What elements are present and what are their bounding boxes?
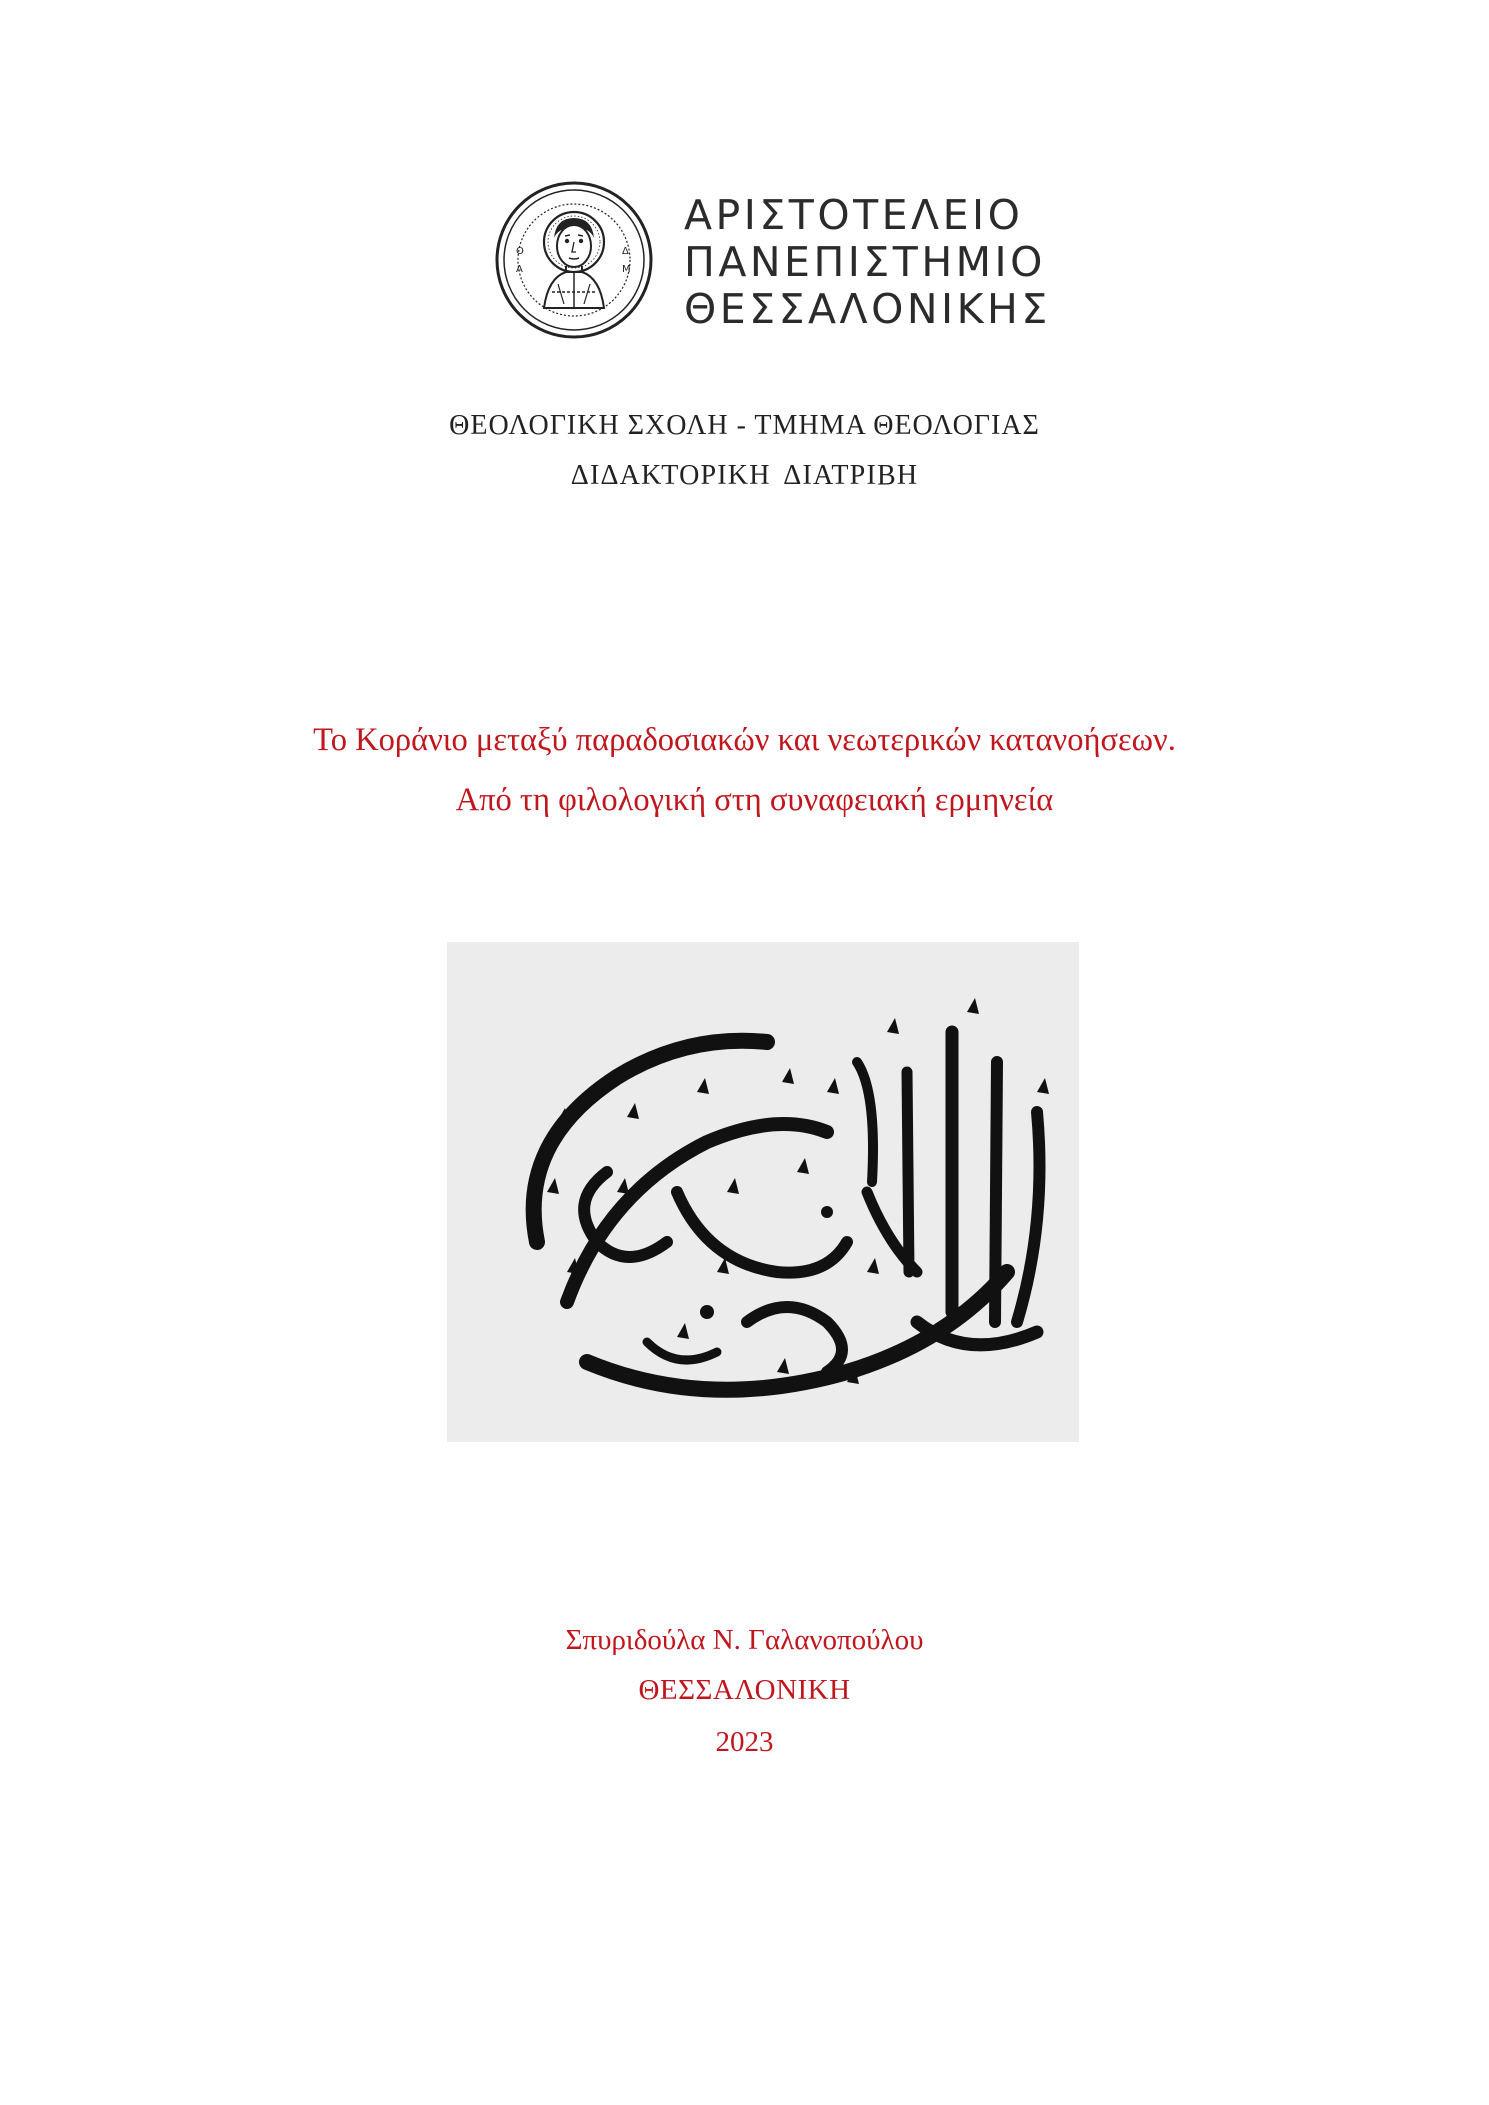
document-type: ΔΙΔΑΚΤΟΡΙΚΗ ΔΙΑΤΡΙΒΗ xyxy=(570,460,919,491)
author-name: Σπυριδούλα Ν. Γαλανοπούλου xyxy=(565,1624,924,1656)
svg-text:Μ: Μ xyxy=(622,264,631,275)
quran-calligraphy-image xyxy=(447,942,1079,1442)
university-seal-icon xyxy=(494,180,654,340)
university-name-line: ΘΕΣΣΑΛΟΝΙΚΗΣ xyxy=(684,285,1051,333)
svg-text:Ο: Ο xyxy=(516,246,524,257)
year: 2023 xyxy=(715,1726,774,1758)
svg-text:Α: Α xyxy=(516,264,523,275)
city: ΘΕΣΣΑΛΟΝΙΚΗ xyxy=(638,1674,851,1706)
svg-text:Δ: Δ xyxy=(622,246,629,257)
university-logo xyxy=(494,180,1054,340)
thesis-title: Το Κοράνιο μεταξύ παραδοσιακών και νεωτερικών κατανοήσεων. xyxy=(313,722,1176,758)
thesis-subtitle: Από τη φιλολογική στη συναφειακή ερμηνεία xyxy=(455,782,1054,818)
university-name-line: ΑΡΙΣΤΟΤΕΛΕΙΟ xyxy=(684,191,1024,239)
university-name-line: ΠΑΝΕΠΙΣΤΗΜΙΟ xyxy=(684,238,1046,286)
school-department: ΘΕΟΛΟΓΙΚΗ ΣΧΟΛΗ - ΤΜΗΜΑ ΘΕΟΛΟΓΙΑΣ xyxy=(449,410,1040,441)
quran-calligraphy-icon xyxy=(447,942,1079,1442)
university-name xyxy=(684,192,1051,333)
